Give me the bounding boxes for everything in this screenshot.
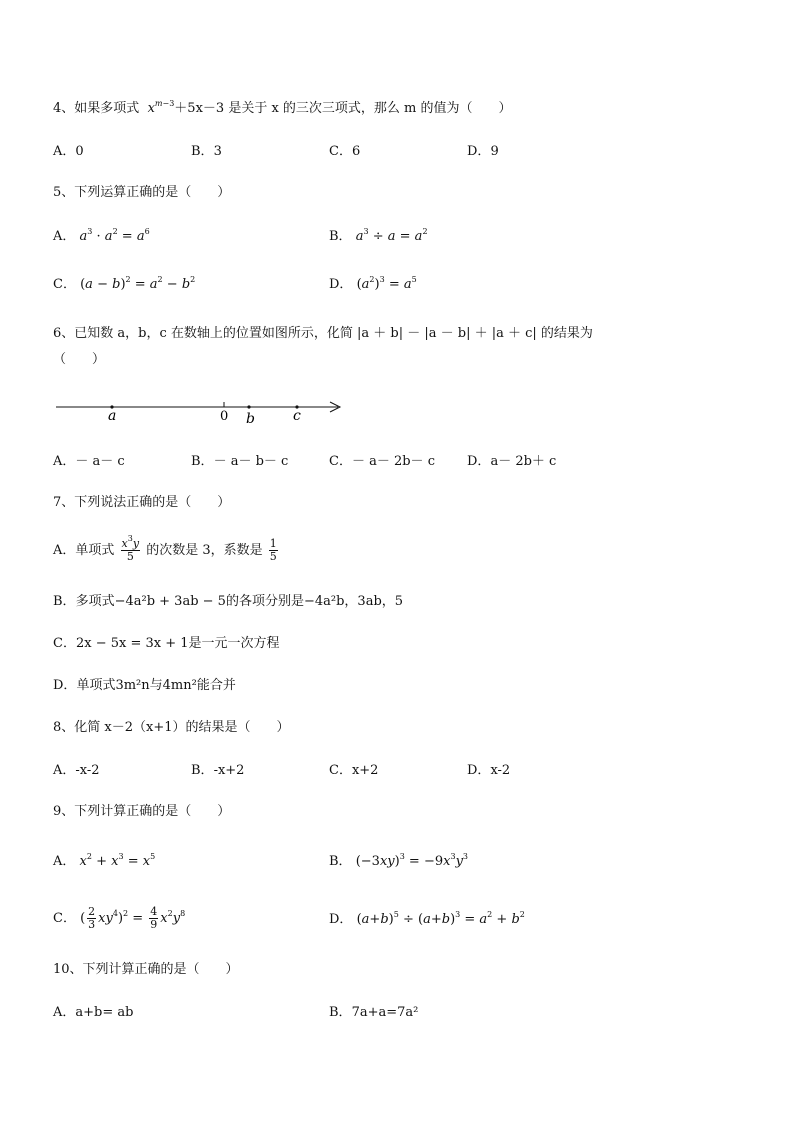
q6-option-c[interactable]: C．－ a－ 2b－ c (329, 454, 435, 469)
q7-d-term1: 3m²n (115, 678, 150, 693)
q9-option-d[interactable]: D． $(a+b)^5 \div (a+b)^3 = a^2 + b^2$ (329, 910, 525, 927)
q7-c-equation: 2x − 5x = 3x + 1 (75, 636, 189, 651)
q6-option-b[interactable]: B．－ a－ b－ c (191, 454, 289, 469)
q7-option-b[interactable]: B．多项式−4a²b + 3ab − 5的各项分别是−4a²b，3ab，5 (53, 594, 404, 609)
q4-option-b[interactable]: B．3 (191, 144, 222, 159)
q9-option-b[interactable]: B． $(-3xy)^3 = -9x^3y^3$ (329, 852, 469, 869)
question-8-stem: 8、化简 x－2（x+1）的结果是（ ） (53, 720, 290, 735)
q8-option-d[interactable]: D．x-2 (467, 763, 511, 778)
q7-b-terms: −4a²b，3ab，5 (303, 594, 404, 609)
q7-a-monomial-fraction: $\frac{x^3y}{5}$ (121, 534, 140, 563)
q5-option-b[interactable]: B． $a^3 \div a = a^2$ (329, 227, 428, 244)
q4-expression: $x^{m-3}+5x-3$ (147, 99, 225, 116)
q9-b-formula: $(-3xy)^3 = -9x^3y^3$ (351, 852, 469, 869)
q5-d-formula: $(a^2)^3 = a^5$ (352, 275, 417, 292)
q6-option-d[interactable]: D．a－ 2b＋ c (467, 454, 557, 469)
question-4-stem (53, 100, 512, 118)
q5-c-formula: $(a - b)^2 = a^2 - b^2$ (75, 275, 196, 292)
q9-a-formula: $x^2 + x^3 = x^5$ (79, 852, 156, 869)
number-line (0, 392, 794, 432)
label-a: a (108, 408, 117, 424)
question-7-stem: 7、下列说法正确的是（ ） (53, 495, 231, 510)
label-c: c (293, 408, 301, 424)
question-6-stem: 6、已知数 a，b，c 在数轴上的位置如图所示，化简 |a ＋ b| － |a － b| ＋ |a ＋ c| 的结果为 (53, 326, 593, 341)
q4-prefix: 4、如果多项式 (53, 101, 140, 116)
question-10-stem: 10、下列计算正确的是（ ） (53, 962, 239, 977)
q9-c-formula: ( $\frac{2}{3}$ $xy^4)^2$ = $\frac{4}{9}$ $x^2y^8$ (75, 905, 186, 931)
q7-option-c[interactable]: C．2x − 5x = 3x + 1是一元一次方程 (53, 636, 280, 651)
q10-option-b[interactable]: B．7a+a=7a² (329, 1005, 419, 1020)
q10-option-a[interactable]: A．a+b= ab (53, 1005, 134, 1020)
q5-option-d[interactable]: D． $(a^2)^3 = a^5$ (329, 275, 417, 292)
q7-a-coefficient-fraction: $\frac{1}{5}$ (269, 537, 277, 563)
q7-option-a[interactable]: A．单项式 $\frac{x^3y}{5}$ 的次数是 3，系数是 $\frac{1}{5}$ (53, 534, 277, 563)
q5-a-formula: $a^3 \cdot a^2 = a^6$ (79, 227, 150, 244)
q4-option-d[interactable]: D．9 (467, 144, 499, 159)
label-b: b (246, 411, 255, 427)
q9-option-c[interactable]: C． ( $\frac{2}{3}$ $xy^4)^2$ = $\frac{4}{9}$ $x^2y^8$ (53, 905, 186, 931)
q7-d-term2: 4mn² (162, 678, 197, 693)
q8-option-a[interactable]: A．-x-2 (53, 763, 100, 778)
label-zero: 0 (220, 409, 229, 424)
q5-b-formula: $a^3 \div a = a^2$ (355, 227, 428, 244)
point-b (247, 405, 250, 408)
q8-option-b[interactable]: B．-x+2 (191, 763, 245, 778)
q7-b-expression: −4a²b + 3ab − 5 (114, 594, 226, 609)
q4-option-a[interactable]: A．0 (53, 144, 84, 159)
q4-suffix: 是关于 x 的三次三项式，那么 m 的值为（ ） (228, 101, 512, 116)
question-5-stem: 5、下列运算正确的是（ ） (53, 185, 231, 200)
question-9-stem: 9、下列计算正确的是（ ） (53, 804, 231, 819)
q5-option-a[interactable]: A． $a^3 \cdot a^2 = a^6$ (53, 227, 150, 244)
q7-option-d[interactable]: D．单项式3m²n与4mn²能合并 (53, 678, 236, 693)
q6-option-a[interactable]: A．－ a－ c (53, 454, 125, 469)
question-6-stem-cont: （ ） (53, 352, 106, 367)
q8-option-c[interactable]: C．x+2 (329, 763, 379, 778)
q9-option-a[interactable]: A． $x^2 + x^3 = x^5$ (53, 852, 156, 869)
q4-option-c[interactable]: C．6 (329, 144, 361, 159)
q9-d-formula: $(a+b)^5 \div (a+b)^3 = a^2 + b^2$ (352, 910, 525, 927)
q5-option-c[interactable]: C． $(a - b)^2 = a^2 - b^2$ (53, 275, 196, 292)
